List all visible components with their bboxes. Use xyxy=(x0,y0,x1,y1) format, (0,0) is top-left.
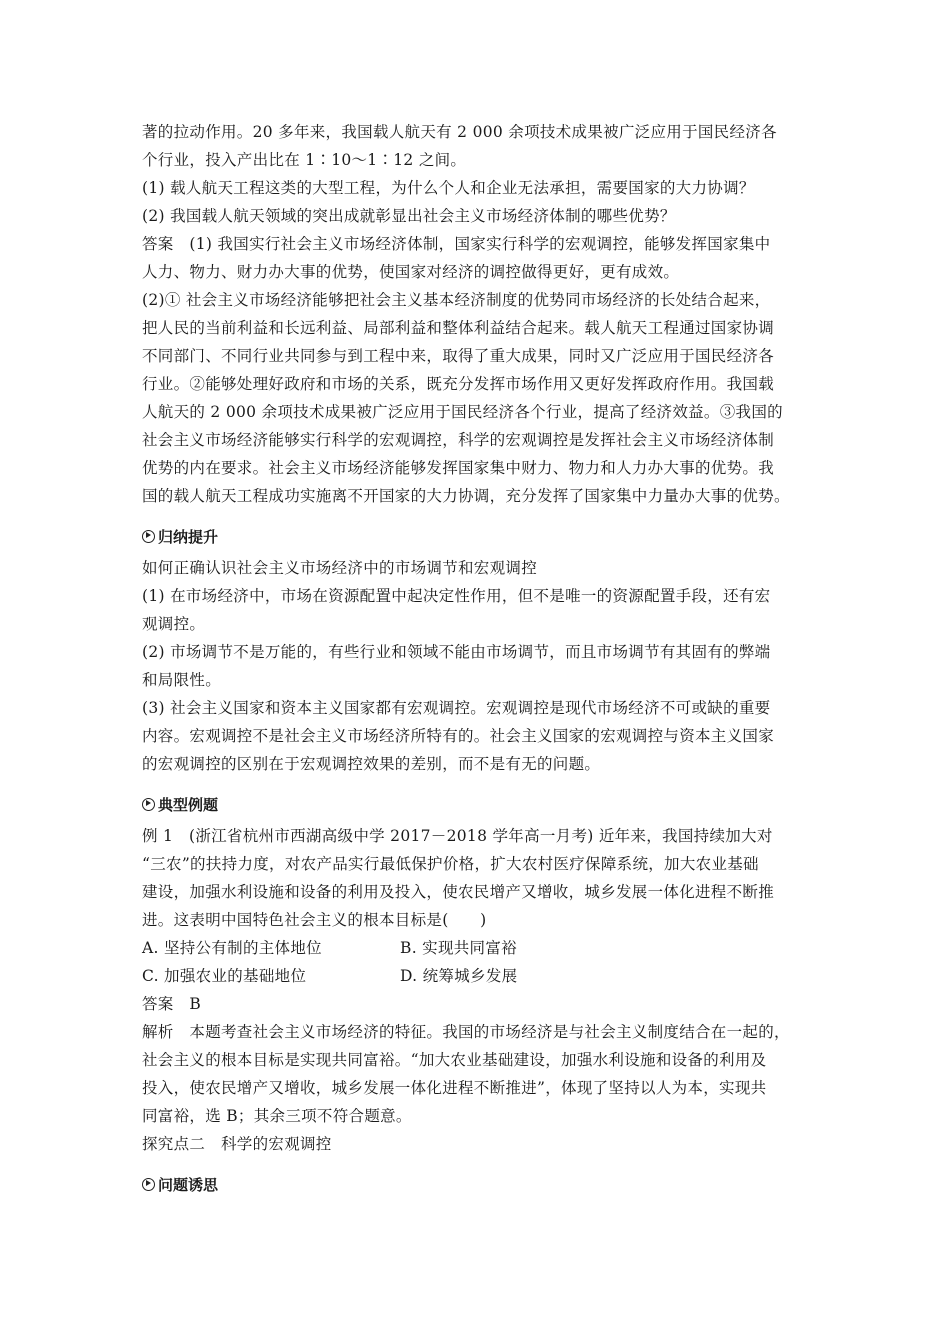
text-line: 观调控。 xyxy=(142,615,206,633)
option-a: A. 坚持公有制的主体地位 xyxy=(142,939,322,957)
heading-label: 归纳提升 xyxy=(158,527,219,546)
question-line: “三农”的扶持力度，对农产品实行最低保护价格，扩大农村医疗保障系统，加大农业基础 xyxy=(142,855,759,873)
text-line: 把人民的当前利益和长远利益、局部利益和整体利益结合起来。载人航天工程通过国家协调 xyxy=(142,319,775,337)
document-page xyxy=(142,118,822,1202)
question-line: 进。这表明中国特色社会主义的根本目标是( ) xyxy=(142,911,487,929)
options-row xyxy=(142,934,822,962)
options-row xyxy=(142,962,822,990)
answer-block xyxy=(142,118,822,510)
text-line: 个行业，投入产出比在 1∶10～1∶12 之间。 xyxy=(142,151,467,169)
question-line: 建设，加强水利设施和设备的利用及投入，使农民增产又增收，城乡发展一体化进程不断推 xyxy=(142,883,775,901)
option-d: D. 统筹城乡发展 xyxy=(400,967,518,985)
question-2: (2) 我国载人航天领域的突出成就彰显出社会主义市场经济体制的哪些优势？ xyxy=(142,207,676,225)
play-circle-icon xyxy=(142,798,155,811)
text-line: 的宏观调控的区别在于宏观调控效果的差别，而不是有无的问题。 xyxy=(142,755,601,773)
answer-line: 答案 (1) 我国实行社会主义市场经济体制，国家实行科学的宏观调控，能够发挥国家集中 xyxy=(142,235,771,253)
analysis-line: 社会主义的根本目标是实现共同富裕。“加大农业基础建设，加强水利设施和设备的利用及 xyxy=(142,1051,767,1069)
play-circle-icon xyxy=(142,1178,155,1191)
text-line: (2)① 社会主义市场经济能够把社会主义基本经济制度的优势同市场经济的长处结合起来， xyxy=(142,291,771,309)
question-1: (1) 载人航天工程这类的大型工程，为什么个人和企业无法承担，需要国家的大力协调？ xyxy=(142,179,755,197)
text-line: 人航天的 2 000 余项技术成果被广泛应用于国民经济各个行业，提高了经济效益。③我国的 xyxy=(142,403,783,421)
section-heading-summary xyxy=(142,522,822,550)
example-block xyxy=(142,822,822,1158)
text-line: 著的拉动作用。20 多年来，我国载人航天有 2 000 余项技术成果被广泛应用于国民经济各 xyxy=(142,123,777,141)
text-line: 人力、物力、财力办大事的优势，使国家对经济的调控做得更好，更有成效。 xyxy=(142,263,680,281)
text-line: 优势的内在要求。社会主义市场经济能够发挥国家集中财力、物力和人力办大事的优势。我 xyxy=(142,459,775,477)
section-heading-example xyxy=(142,790,822,818)
play-circle-icon xyxy=(142,530,155,543)
summary-block xyxy=(142,554,822,778)
section-heading-question xyxy=(142,1170,822,1198)
text-line: 内容。宏观调控不是社会主义市场经济所特有的。社会主义国家的宏观调控与资本主义国家 xyxy=(142,727,775,745)
analysis-line: 解析 本题考查社会主义市场经济的特征。我国的市场经济是与社会主义制度结合在一起的， xyxy=(142,1023,790,1041)
heading-label: 典型例题 xyxy=(158,795,219,814)
heading-label: 问题诱思 xyxy=(158,1175,219,1194)
text-line: 国的载人航天工程成功实施离不开国家的大力协调，充分发挥了国家集中力量办大事的优势。 xyxy=(142,487,790,505)
question-line: 例 1 (浙江省杭州市西湖高级中学 2017－2018 学年高一月考) 近年来，我国持续加大对 xyxy=(142,827,773,845)
option-b: B. 实现共同富裕 xyxy=(400,939,517,957)
analysis-line: 同富裕，选 B；其余三项不符合题意。 xyxy=(142,1107,412,1125)
answer-line: 答案 B xyxy=(142,995,202,1013)
text-line: 和局限性。 xyxy=(142,671,222,689)
text-line: (3) 社会主义国家和资本主义国家都有宏观调控。宏观调控是现代市场经济不可或缺的重要 xyxy=(142,699,771,717)
text-line: 行业。②能够处理好政府和市场的关系，既充分发挥市场作用又更好发挥政府作用。我国载 xyxy=(142,375,775,393)
text-line: 如何正确认识社会主义市场经济中的市场调节和宏观调控 xyxy=(142,559,538,577)
analysis-line: 投入，使农民增产又增收，城乡发展一体化进程不断推进”，体现了坚持以人为本，实现共 xyxy=(142,1079,767,1097)
text-line: 社会主义市场经济能够实行科学的宏观调控，科学的宏观调控是发挥社会主义市场经济体制 xyxy=(142,431,775,449)
option-c: C. 加强农业的基础地位 xyxy=(142,967,307,985)
text-line: (1) 在市场经济中，市场在资源配置中起决定性作用，但不是唯一的资源配置手段，还有宏 xyxy=(142,587,771,605)
text-line: 不同部门、不同行业共同参与到工程中来，取得了重大成果，同时又广泛应用于国民经济各 xyxy=(142,347,775,365)
topic-title: 探究点二 科学的宏观调控 xyxy=(142,1135,332,1153)
text-line: (2) 市场调节不是万能的，有些行业和领域不能由市场调节，而且市场调节有其固有的弊端 xyxy=(142,643,771,661)
